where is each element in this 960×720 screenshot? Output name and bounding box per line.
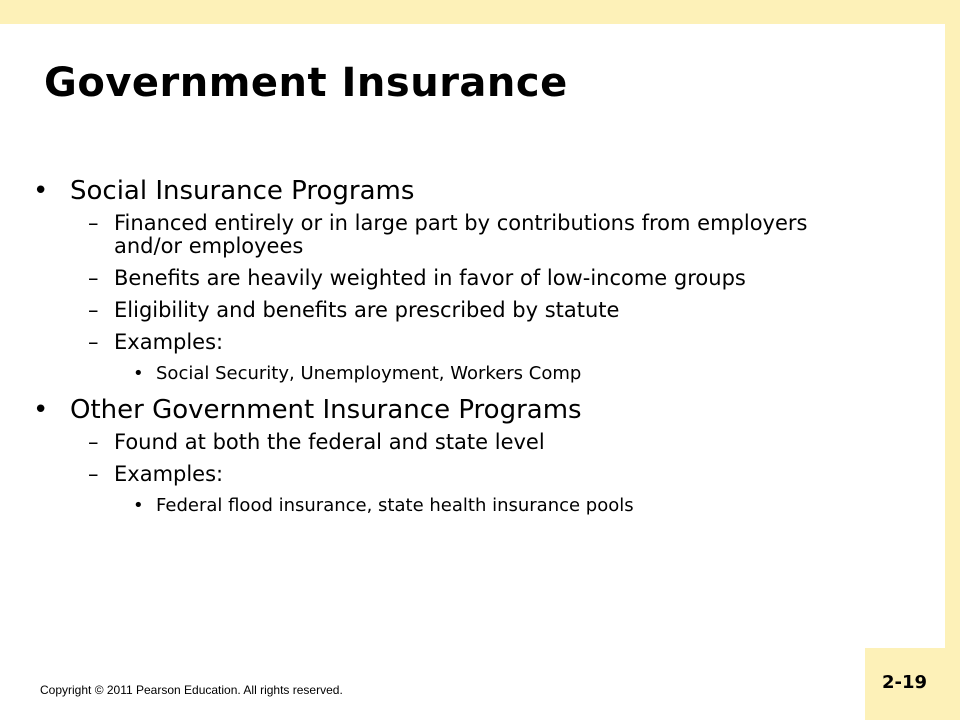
sub-sub-item	[30, 363, 870, 385]
sub-item	[30, 463, 870, 486]
bullet-item-social-insurance	[30, 176, 870, 206]
dash-icon: –	[88, 266, 99, 290]
sub-item-text: Financed entirely or in large part by contributions from employers and/or employees	[114, 211, 808, 258]
dash-icon: –	[88, 330, 99, 354]
page-number: 2-19	[882, 672, 928, 693]
sub-item	[30, 331, 870, 354]
bullet-item-other-government-insurance	[30, 395, 870, 425]
bullet-list	[30, 176, 870, 527]
dash-icon: –	[88, 211, 99, 235]
bullet-icon: •	[133, 363, 144, 384]
sub-item	[30, 299, 870, 322]
bullet-icon: •	[133, 495, 144, 516]
sub-sub-item-text: Federal flood insurance, state health insurance pools	[156, 495, 634, 516]
sub-item-text: Examples:	[114, 330, 224, 354]
bullet-icon: •	[33, 176, 49, 206]
sub-item-text: Found at both the federal and state level	[114, 430, 545, 454]
copyright-notice: Copyright © 2011 Pearson Education. All rights reserved.	[40, 683, 343, 697]
sub-sub-item	[30, 495, 870, 517]
sub-item	[30, 431, 870, 454]
bullet-text: Social Insurance Programs	[70, 176, 415, 206]
sub-item-text: Eligibility and benefits are prescribed by statute	[114, 298, 620, 322]
bullet-icon: •	[33, 395, 49, 425]
dash-icon: –	[88, 298, 99, 322]
sub-item-text: Benefits are heavily weighted in favor of low-income groups	[114, 266, 746, 290]
sub-item-text: Examples:	[114, 462, 224, 486]
dash-icon: –	[88, 462, 99, 486]
sub-item	[30, 267, 870, 290]
sub-item	[30, 212, 870, 258]
slide-title: Government Insurance	[44, 60, 568, 106]
dash-icon: –	[88, 430, 99, 454]
sub-sub-item-text: Social Security, Unemployment, Workers Comp	[156, 363, 582, 384]
bullet-text: Other Government Insurance Programs	[70, 395, 582, 425]
